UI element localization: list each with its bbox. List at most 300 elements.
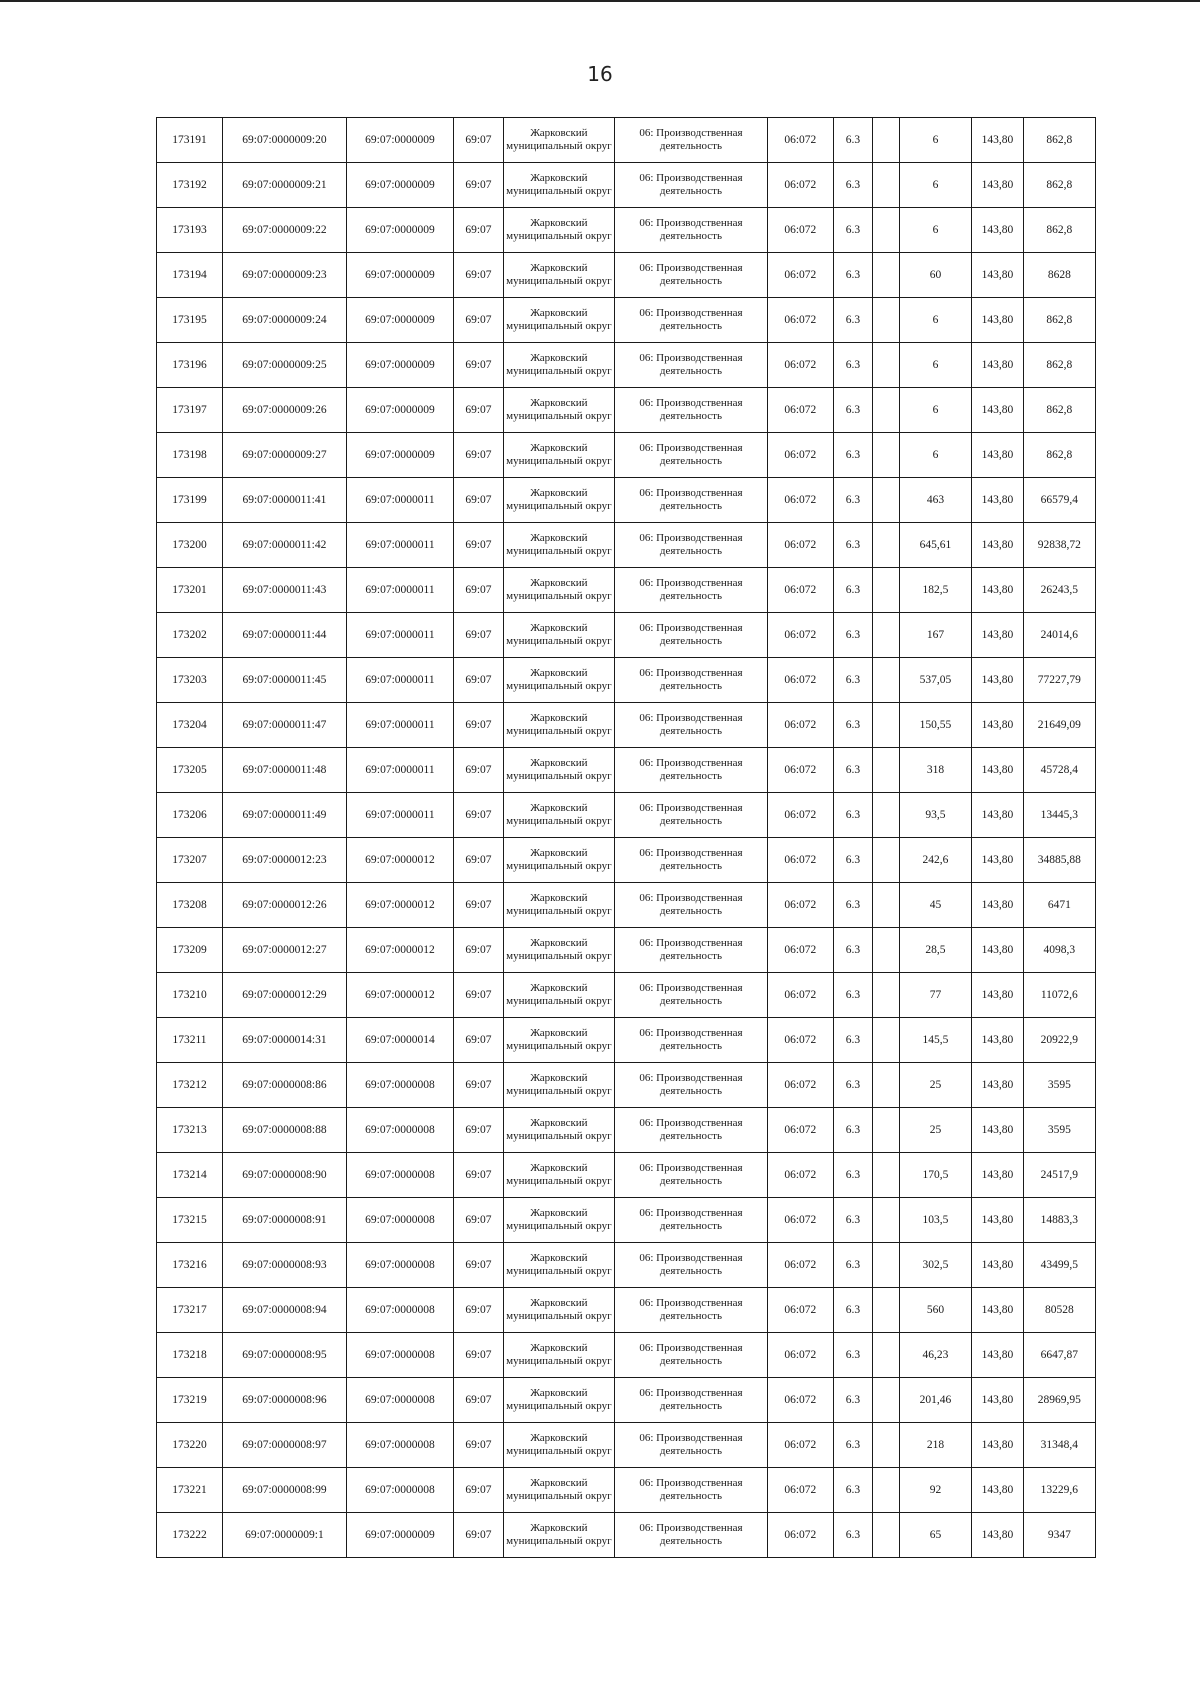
cell-municipality: Жарковский муниципальный округ: [503, 253, 614, 298]
cell-land-use: 06: Производственная деятельность: [615, 973, 768, 1018]
cell-cadastral-number: 69:07:0000008:88: [223, 1108, 347, 1153]
cell-area: 92: [899, 1468, 971, 1513]
table-row: [157, 1243, 1096, 1288]
cell-record-id: 173212: [157, 1063, 223, 1108]
cell-rate: 143,80: [972, 883, 1024, 928]
cell-empty: [873, 973, 900, 1018]
cell-group: 6.3: [833, 1513, 872, 1558]
cell-record-id: 173200: [157, 523, 223, 568]
cell-land-use: 06: Производственная деятельность: [615, 568, 768, 613]
cell-cadastral-quarter: 69:07:0000009: [346, 433, 453, 478]
cell-record-id: 173219: [157, 1378, 223, 1423]
cell-record-id: 173206: [157, 793, 223, 838]
cell-land-use: 06: Производственная деятельность: [615, 1513, 768, 1558]
table-row: [157, 163, 1096, 208]
cell-empty: [873, 838, 900, 883]
cell-cadastral-quarter: 69:07:0000009: [346, 253, 453, 298]
cell-group: 6.3: [833, 928, 872, 973]
cell-use-code: 06:072: [767, 568, 833, 613]
cell-group: 6.3: [833, 1153, 872, 1198]
cell-rate: 143,80: [972, 1063, 1024, 1108]
cell-district-code: 69:07: [454, 253, 504, 298]
cell-cadastral-number: 69:07:0000008:95: [223, 1333, 347, 1378]
cell-record-id: 173204: [157, 703, 223, 748]
cell-cadastral-number: 69:07:0000009:22: [223, 208, 347, 253]
cell-empty: [873, 1513, 900, 1558]
cell-empty: [873, 1063, 900, 1108]
cell-cadastral-quarter: 69:07:0000008: [346, 1378, 453, 1423]
cell-empty: [873, 613, 900, 658]
cell-district-code: 69:07: [454, 298, 504, 343]
cell-group: 6.3: [833, 613, 872, 658]
cell-cadastral-value: 3595: [1023, 1063, 1095, 1108]
cell-cadastral-number: 69:07:0000009:24: [223, 298, 347, 343]
table-row: [157, 388, 1096, 433]
cell-record-id: 173215: [157, 1198, 223, 1243]
cell-empty: [873, 433, 900, 478]
cell-rate: 143,80: [972, 793, 1024, 838]
cell-use-code: 06:072: [767, 748, 833, 793]
table-row: [157, 118, 1096, 163]
cell-cadastral-quarter: 69:07:0000008: [346, 1153, 453, 1198]
cell-group: 6.3: [833, 658, 872, 703]
cell-rate: 143,80: [972, 433, 1024, 478]
cell-empty: [873, 568, 900, 613]
cell-record-id: 173218: [157, 1333, 223, 1378]
cell-use-code: 06:072: [767, 1153, 833, 1198]
cell-land-use: 06: Производственная деятельность: [615, 1468, 768, 1513]
cell-cadastral-value: 862,8: [1023, 433, 1095, 478]
cell-land-use: 06: Производственная деятельность: [615, 1198, 768, 1243]
cell-group: 6.3: [833, 1198, 872, 1243]
cell-area: 6: [899, 118, 971, 163]
cell-municipality: Жарковский муниципальный округ: [503, 433, 614, 478]
cell-land-use: 06: Производственная деятельность: [615, 703, 768, 748]
cell-area: 25: [899, 1108, 971, 1153]
cell-empty: [873, 883, 900, 928]
cell-municipality: Жарковский муниципальный округ: [503, 928, 614, 973]
cell-district-code: 69:07: [454, 1423, 504, 1468]
cell-cadastral-number: 69:07:0000009:26: [223, 388, 347, 433]
table-row: [157, 748, 1096, 793]
cell-area: 645,61: [899, 523, 971, 568]
cell-rate: 143,80: [972, 613, 1024, 658]
cell-use-code: 06:072: [767, 388, 833, 433]
cell-group: 6.3: [833, 1378, 872, 1423]
cell-group: 6.3: [833, 118, 872, 163]
cell-municipality: Жарковский муниципальный округ: [503, 703, 614, 748]
cell-use-code: 06:072: [767, 703, 833, 748]
cell-rate: 143,80: [972, 1108, 1024, 1153]
cell-municipality: Жарковский муниципальный округ: [503, 1243, 614, 1288]
cell-empty: [873, 523, 900, 568]
cell-empty: [873, 658, 900, 703]
cell-district-code: 69:07: [454, 748, 504, 793]
table-row: [157, 433, 1096, 478]
table-row: [157, 1153, 1096, 1198]
cell-rate: 143,80: [972, 928, 1024, 973]
cell-district-code: 69:07: [454, 1288, 504, 1333]
cell-land-use: 06: Производственная деятельность: [615, 523, 768, 568]
cell-land-use: 06: Производственная деятельность: [615, 118, 768, 163]
cell-cadastral-number: 69:07:0000008:97: [223, 1423, 347, 1468]
cell-rate: 143,80: [972, 1423, 1024, 1468]
cell-record-id: 173193: [157, 208, 223, 253]
cell-record-id: 173203: [157, 658, 223, 703]
table-row: [157, 703, 1096, 748]
table-row: [157, 658, 1096, 703]
cell-area: 6: [899, 298, 971, 343]
cell-use-code: 06:072: [767, 1378, 833, 1423]
table-row: [157, 928, 1096, 973]
table-row: [157, 298, 1096, 343]
cell-cadastral-value: 26243,5: [1023, 568, 1095, 613]
cell-district-code: 69:07: [454, 568, 504, 613]
cell-cadastral-number: 69:07:0000011:44: [223, 613, 347, 658]
cell-district-code: 69:07: [454, 1243, 504, 1288]
cell-district-code: 69:07: [454, 118, 504, 163]
cell-record-id: 173196: [157, 343, 223, 388]
table-row: [157, 1288, 1096, 1333]
cell-record-id: 173205: [157, 748, 223, 793]
cell-cadastral-quarter: 69:07:0000008: [346, 1243, 453, 1288]
cell-use-code: 06:072: [767, 298, 833, 343]
page-top-border: [0, 0, 1200, 2]
cell-district-code: 69:07: [454, 703, 504, 748]
cell-land-use: 06: Производственная деятельность: [615, 748, 768, 793]
cell-land-use: 06: Производственная деятельность: [615, 928, 768, 973]
cell-cadastral-number: 69:07:0000009:25: [223, 343, 347, 388]
cell-cadastral-quarter: 69:07:0000011: [346, 658, 453, 703]
cell-cadastral-value: 66579,4: [1023, 478, 1095, 523]
cell-group: 6.3: [833, 298, 872, 343]
cell-land-use: 06: Производственная деятельность: [615, 343, 768, 388]
cell-cadastral-quarter: 69:07:0000012: [346, 883, 453, 928]
cell-group: 6.3: [833, 433, 872, 478]
cell-cadastral-quarter: 69:07:0000011: [346, 568, 453, 613]
cell-area: 537,05: [899, 658, 971, 703]
cell-cadastral-number: 69:07:0000011:42: [223, 523, 347, 568]
cell-area: 167: [899, 613, 971, 658]
cell-use-code: 06:072: [767, 118, 833, 163]
cell-district-code: 69:07: [454, 973, 504, 1018]
cell-district-code: 69:07: [454, 523, 504, 568]
cell-district-code: 69:07: [454, 1378, 504, 1423]
cell-record-id: 173192: [157, 163, 223, 208]
cell-group: 6.3: [833, 478, 872, 523]
cell-group: 6.3: [833, 1423, 872, 1468]
cell-group: 6.3: [833, 748, 872, 793]
cell-land-use: 06: Производственная деятельность: [615, 838, 768, 883]
cell-record-id: 173221: [157, 1468, 223, 1513]
cell-rate: 143,80: [972, 658, 1024, 703]
cell-cadastral-number: 69:07:0000012:26: [223, 883, 347, 928]
cell-area: 302,5: [899, 1243, 971, 1288]
table-row: [157, 208, 1096, 253]
cell-cadastral-number: 69:07:0000008:91: [223, 1198, 347, 1243]
cell-cadastral-value: 862,8: [1023, 298, 1095, 343]
cell-use-code: 06:072: [767, 883, 833, 928]
cell-cadastral-value: 80528: [1023, 1288, 1095, 1333]
table-row: [157, 613, 1096, 658]
cell-district-code: 69:07: [454, 1513, 504, 1558]
table-row: [157, 568, 1096, 613]
table-row: [157, 523, 1096, 568]
table-row: [157, 1333, 1096, 1378]
table-body: [157, 118, 1096, 1558]
cell-municipality: Жарковский муниципальный округ: [503, 793, 614, 838]
cell-rate: 143,80: [972, 343, 1024, 388]
cell-cadastral-number: 69:07:0000011:45: [223, 658, 347, 703]
cell-cadastral-value: 92838,72: [1023, 523, 1095, 568]
cell-rate: 143,80: [972, 253, 1024, 298]
cell-cadastral-quarter: 69:07:0000014: [346, 1018, 453, 1063]
cell-cadastral-quarter: 69:07:0000011: [346, 748, 453, 793]
cell-cadastral-value: 31348,4: [1023, 1423, 1095, 1468]
cell-rate: 143,80: [972, 118, 1024, 163]
cell-municipality: Жарковский муниципальный округ: [503, 523, 614, 568]
cell-rate: 143,80: [972, 1198, 1024, 1243]
cell-record-id: 173214: [157, 1153, 223, 1198]
cell-empty: [873, 1378, 900, 1423]
cell-municipality: Жарковский муниципальный округ: [503, 748, 614, 793]
cell-record-id: 173209: [157, 928, 223, 973]
cell-land-use: 06: Производственная деятельность: [615, 1423, 768, 1468]
cell-district-code: 69:07: [454, 478, 504, 523]
cell-empty: [873, 478, 900, 523]
cell-cadastral-number: 69:07:0000008:94: [223, 1288, 347, 1333]
cell-group: 6.3: [833, 1108, 872, 1153]
cell-land-use: 06: Производственная деятельность: [615, 793, 768, 838]
cell-cadastral-number: 69:07:0000008:86: [223, 1063, 347, 1108]
cell-empty: [873, 1018, 900, 1063]
cell-record-id: 173197: [157, 388, 223, 433]
cell-empty: [873, 388, 900, 433]
cell-cadastral-quarter: 69:07:0000008: [346, 1468, 453, 1513]
cell-cadastral-value: 9347: [1023, 1513, 1095, 1558]
cell-rate: 143,80: [972, 748, 1024, 793]
cell-district-code: 69:07: [454, 1018, 504, 1063]
cell-area: 46,23: [899, 1333, 971, 1378]
cell-area: 93,5: [899, 793, 971, 838]
cell-cadastral-number: 69:07:0000011:41: [223, 478, 347, 523]
table-row: [157, 1018, 1096, 1063]
cell-record-id: 173222: [157, 1513, 223, 1558]
cell-district-code: 69:07: [454, 883, 504, 928]
cell-rate: 143,80: [972, 298, 1024, 343]
table-row: [157, 1063, 1096, 1108]
cell-group: 6.3: [833, 523, 872, 568]
cell-cadastral-value: 11072,6: [1023, 973, 1095, 1018]
cell-area: 60: [899, 253, 971, 298]
cell-cadastral-number: 69:07:0000008:96: [223, 1378, 347, 1423]
cell-empty: [873, 1153, 900, 1198]
cell-group: 6.3: [833, 1468, 872, 1513]
cell-record-id: 173198: [157, 433, 223, 478]
cell-land-use: 06: Производственная деятельность: [615, 658, 768, 703]
cell-empty: [873, 1108, 900, 1153]
cell-district-code: 69:07: [454, 1108, 504, 1153]
cell-cadastral-value: 3595: [1023, 1108, 1095, 1153]
table-row: [157, 1108, 1096, 1153]
cell-cadastral-quarter: 69:07:0000008: [346, 1198, 453, 1243]
cell-land-use: 06: Производственная деятельность: [615, 298, 768, 343]
cell-record-id: 173191: [157, 118, 223, 163]
cell-group: 6.3: [833, 1018, 872, 1063]
cell-land-use: 06: Производственная деятельность: [615, 1108, 768, 1153]
cell-area: 150,55: [899, 703, 971, 748]
table-row: [157, 1378, 1096, 1423]
cell-municipality: Жарковский муниципальный округ: [503, 478, 614, 523]
cell-cadastral-number: 69:07:0000011:47: [223, 703, 347, 748]
cell-area: 560: [899, 1288, 971, 1333]
cell-use-code: 06:072: [767, 1108, 833, 1153]
cell-rate: 143,80: [972, 1378, 1024, 1423]
cell-record-id: 173220: [157, 1423, 223, 1468]
cell-municipality: Жарковский муниципальный округ: [503, 208, 614, 253]
cell-use-code: 06:072: [767, 523, 833, 568]
cell-municipality: Жарковский муниципальный округ: [503, 1198, 614, 1243]
page-number: 16: [587, 62, 613, 86]
cell-district-code: 69:07: [454, 928, 504, 973]
cell-area: 145,5: [899, 1018, 971, 1063]
cell-empty: [873, 163, 900, 208]
cell-district-code: 69:07: [454, 208, 504, 253]
cell-group: 6.3: [833, 568, 872, 613]
cell-cadastral-value: 28969,95: [1023, 1378, 1095, 1423]
cell-area: 77: [899, 973, 971, 1018]
cell-rate: 143,80: [972, 1153, 1024, 1198]
cell-cadastral-quarter: 69:07:0000012: [346, 973, 453, 1018]
cell-use-code: 06:072: [767, 1423, 833, 1468]
cell-area: 218: [899, 1423, 971, 1468]
cell-land-use: 06: Производственная деятельность: [615, 388, 768, 433]
cell-area: 65: [899, 1513, 971, 1558]
cell-land-use: 06: Производственная деятельность: [615, 883, 768, 928]
cell-municipality: Жарковский муниципальный округ: [503, 838, 614, 883]
cell-area: 6: [899, 163, 971, 208]
cell-cadastral-quarter: 69:07:0000012: [346, 838, 453, 883]
cell-area: 6: [899, 208, 971, 253]
cell-municipality: Жарковский муниципальный округ: [503, 1108, 614, 1153]
cell-district-code: 69:07: [454, 658, 504, 703]
cell-cadastral-quarter: 69:07:0000009: [346, 388, 453, 433]
cell-cadastral-value: 21649,09: [1023, 703, 1095, 748]
cell-area: 242,6: [899, 838, 971, 883]
cell-cadastral-number: 69:07:0000012:23: [223, 838, 347, 883]
cell-group: 6.3: [833, 838, 872, 883]
cell-cadastral-number: 69:07:0000011:43: [223, 568, 347, 613]
cell-cadastral-number: 69:07:0000012:29: [223, 973, 347, 1018]
cell-cadastral-quarter: 69:07:0000008: [346, 1423, 453, 1468]
cell-cadastral-quarter: 69:07:0000009: [346, 343, 453, 388]
cell-cadastral-quarter: 69:07:0000009: [346, 1513, 453, 1558]
cell-cadastral-quarter: 69:07:0000008: [346, 1288, 453, 1333]
cell-rate: 143,80: [972, 838, 1024, 883]
cell-district-code: 69:07: [454, 1153, 504, 1198]
cell-land-use: 06: Производственная деятельность: [615, 433, 768, 478]
cell-cadastral-number: 69:07:0000012:27: [223, 928, 347, 973]
cell-cadastral-quarter: 69:07:0000009: [346, 208, 453, 253]
cell-empty: [873, 1198, 900, 1243]
cell-rate: 143,80: [972, 703, 1024, 748]
cell-empty: [873, 253, 900, 298]
cell-municipality: Жарковский муниципальный округ: [503, 388, 614, 433]
cell-cadastral-value: 20922,9: [1023, 1018, 1095, 1063]
cell-record-id: 173217: [157, 1288, 223, 1333]
cell-rate: 143,80: [972, 523, 1024, 568]
cell-land-use: 06: Производственная деятельность: [615, 208, 768, 253]
cell-cadastral-value: 862,8: [1023, 208, 1095, 253]
cadastral-registry-table: [156, 117, 1096, 1558]
cell-empty: [873, 703, 900, 748]
cell-use-code: 06:072: [767, 613, 833, 658]
cell-district-code: 69:07: [454, 388, 504, 433]
cell-district-code: 69:07: [454, 838, 504, 883]
cell-record-id: 173199: [157, 478, 223, 523]
cell-cadastral-quarter: 69:07:0000011: [346, 703, 453, 748]
cell-group: 6.3: [833, 1063, 872, 1108]
cell-cadastral-quarter: 69:07:0000011: [346, 523, 453, 568]
cell-use-code: 06:072: [767, 478, 833, 523]
cell-area: 45: [899, 883, 971, 928]
cell-district-code: 69:07: [454, 613, 504, 658]
cell-area: 318: [899, 748, 971, 793]
cell-municipality: Жарковский муниципальный округ: [503, 883, 614, 928]
cell-record-id: 173210: [157, 973, 223, 1018]
cell-cadastral-quarter: 69:07:0000009: [346, 298, 453, 343]
cell-use-code: 06:072: [767, 208, 833, 253]
cell-area: 201,46: [899, 1378, 971, 1423]
cell-group: 6.3: [833, 883, 872, 928]
cell-rate: 143,80: [972, 388, 1024, 433]
cell-rate: 143,80: [972, 973, 1024, 1018]
table-row: [157, 1468, 1096, 1513]
cell-empty: [873, 1288, 900, 1333]
cell-municipality: Жарковский муниципальный округ: [503, 298, 614, 343]
cell-municipality: Жарковский муниципальный округ: [503, 163, 614, 208]
cell-empty: [873, 1423, 900, 1468]
cell-cadastral-quarter: 69:07:0000011: [346, 478, 453, 523]
cell-land-use: 06: Производственная деятельность: [615, 1063, 768, 1108]
cell-municipality: Жарковский муниципальный округ: [503, 568, 614, 613]
cell-group: 6.3: [833, 1333, 872, 1378]
cell-cadastral-value: 4098,3: [1023, 928, 1095, 973]
cell-rate: 143,80: [972, 1243, 1024, 1288]
cell-municipality: Жарковский муниципальный округ: [503, 1333, 614, 1378]
cell-municipality: Жарковский муниципальный округ: [503, 973, 614, 1018]
cell-rate: 143,80: [972, 1288, 1024, 1333]
cell-record-id: 173213: [157, 1108, 223, 1153]
cell-cadastral-value: 13445,3: [1023, 793, 1095, 838]
cell-group: 6.3: [833, 973, 872, 1018]
cell-cadastral-number: 69:07:0000009:1: [223, 1513, 347, 1558]
cell-use-code: 06:072: [767, 928, 833, 973]
cell-use-code: 06:072: [767, 1018, 833, 1063]
table-row: [157, 1198, 1096, 1243]
cell-cadastral-value: 8628: [1023, 253, 1095, 298]
cell-rate: 143,80: [972, 1018, 1024, 1063]
table-row: [157, 343, 1096, 388]
cell-municipality: Жарковский муниципальный округ: [503, 658, 614, 703]
cell-use-code: 06:072: [767, 973, 833, 1018]
cell-area: 6: [899, 343, 971, 388]
cell-empty: [873, 928, 900, 973]
cell-use-code: 06:072: [767, 1243, 833, 1288]
cell-rate: 143,80: [972, 568, 1024, 613]
cell-empty: [873, 748, 900, 793]
cell-district-code: 69:07: [454, 1468, 504, 1513]
